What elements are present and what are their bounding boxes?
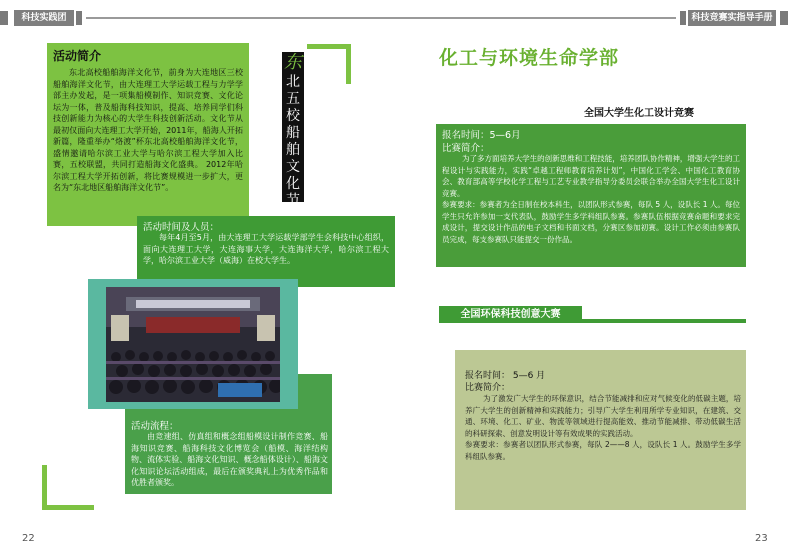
contest1-registration-time: 报名时间：5—6月 — [442, 130, 521, 141]
contest2-text — [465, 393, 741, 462]
page-number-left: 22 — [22, 533, 35, 544]
activity-process-text: 由竞速组、仿真组和概念组船模设计制作竞赛、船海知识竞赛、船海科技文化博览会（船模、海洋结构物、流体实验、船海文化知识、概念船体设计）、船海文化知识论坛活动组成，最后在颁奖典礼上为优秀作品和优胜者颁奖。 — [131, 432, 328, 487]
header-left-label: 科技实践团 — [14, 10, 74, 26]
activity-intro-title: 活动简介 — [53, 49, 102, 63]
contest1-intro-label: 比赛简介： — [442, 143, 490, 154]
contest2-title: 全国环保科技创意大赛 — [439, 306, 582, 323]
contest2-box — [455, 350, 746, 510]
header-right-bar — [780, 11, 788, 25]
bracket-bottom-left-v — [42, 465, 47, 510]
activity-intro-box — [47, 43, 249, 226]
contest1-title: 全国大学生化工设计竞赛 — [584, 108, 694, 119]
vertical-title-char: 北 — [286, 74, 300, 90]
department-title: 化工与环境生命学部 — [439, 47, 620, 69]
activity-process-title: 活动流程： — [131, 421, 179, 432]
activity-time-text: 每年4月至5月，由大连理工大学运载学部学生会科技中心组织，面向大连理工大学，大连海事大学，大连海洋大学，哈尔滨工程大学，哈尔滨工业大学（威海）在校大学生。 — [143, 233, 389, 265]
header-right-mark — [680, 11, 686, 25]
contest2-title-rule — [582, 319, 746, 323]
vertical-festival-title — [282, 52, 304, 209]
contest1-requirements: 参赛要求：参赛者为全日制在校本科生，以团队形式参赛，每队 5 人，设队长 1 人。每位学生只允许参加一支代表队，鼓励学生多学科组队参赛。参赛队伍根据竞赛命题和要求完成设计，提交设计作品的电子文档和书面文档，分赛区参加初赛。设计工作必须由参赛队员完成，每支参赛队只能提交一份作品。 — [442, 200, 740, 244]
vertical-title-char: 化 — [286, 176, 300, 192]
vertical-title-char: 五 — [286, 91, 300, 107]
contest2-intro-label: 比赛简介： — [465, 383, 511, 393]
contest1-paragraph: 为了多方面培养大学生的创新思维和工程技能，培养团队协作精神，增强大学生的工程设计与实践能力，实践“卓越工程师教育培养计划”，中国化工学会、中国化工教育协会、教育部高等学校化学工程与工艺专业教学指导分委员会联合举办全国大学生化工设计竞赛。 — [442, 154, 740, 198]
header-left-bar — [0, 11, 8, 25]
event-photo — [106, 287, 280, 402]
contest2-paragraph: 为了激发广大学生的环保意识，结合节能减排和应对气候变化的低碳主题，培养广大学生的创新精神和实践能力；引导广大学生利用所学专业知识，在建筑、交通、环境、化工、矿业、物流等领域进行提高能效、推动节能减排、带动低碳生活的科研探索、创意发明设计等有效成果的实践活动。 — [465, 394, 741, 438]
header-rule — [86, 17, 676, 19]
vertical-title-char: 东 — [284, 52, 302, 73]
contest2-requirements: 参赛要求：参赛者以团队形式参赛，每队 2——8 人，设队长 1 人。鼓励学生多学科组队参赛。 — [465, 440, 741, 461]
page-number-right: 23 — [755, 533, 768, 544]
vertical-title-char: 校 — [286, 108, 300, 124]
header-left-mark — [76, 11, 82, 25]
vertical-title-char: 文 — [286, 159, 300, 175]
auditorium-image — [106, 287, 280, 402]
contest1-box — [436, 124, 746, 267]
bracket-bottom-left-h — [42, 505, 94, 510]
vertical-title-char: 节 — [286, 193, 300, 209]
activity-intro-text: 东北高校船舶海洋文化节，前身为大连地区三校船舶海洋文化节，由大连理工大学运载工程与力学学部主办发起，是一项集船模制作、知识竞赛、文化论坛为一体，普及船海科技知识，提高、培养同学们科技创新能力为核心的大学生科技创新活动。文化节从最初仅面向大连理工大学开始，2011年，船海人开拓新篇，隆重举办“烙渡”杯东北高校船舶海洋文化节，盛情邀请哈尔滨工业大学与哈尔滨工程大学加入比赛，五校联盟，共同打造船海文化盛典。 2012年哈尔滨工程大学开拓创新，将比赛规模进一步扩大，更名为“东北地区船舶海洋文化节”。 — [53, 68, 243, 192]
vertical-title-char: 舶 — [286, 142, 300, 158]
contest2-registration-time: 报名时间： 5—6 月 — [465, 371, 546, 381]
bracket-top-right-v — [346, 44, 351, 84]
header-right-label: 科技竞赛实指导手册 — [688, 10, 776, 26]
bracket-top-right-h — [307, 44, 351, 49]
activity-time-box — [137, 216, 395, 287]
contest1-text — [442, 153, 740, 245]
activity-time-title: 活动时间及人员： — [143, 222, 220, 233]
vertical-title-char: 船 — [286, 125, 300, 141]
